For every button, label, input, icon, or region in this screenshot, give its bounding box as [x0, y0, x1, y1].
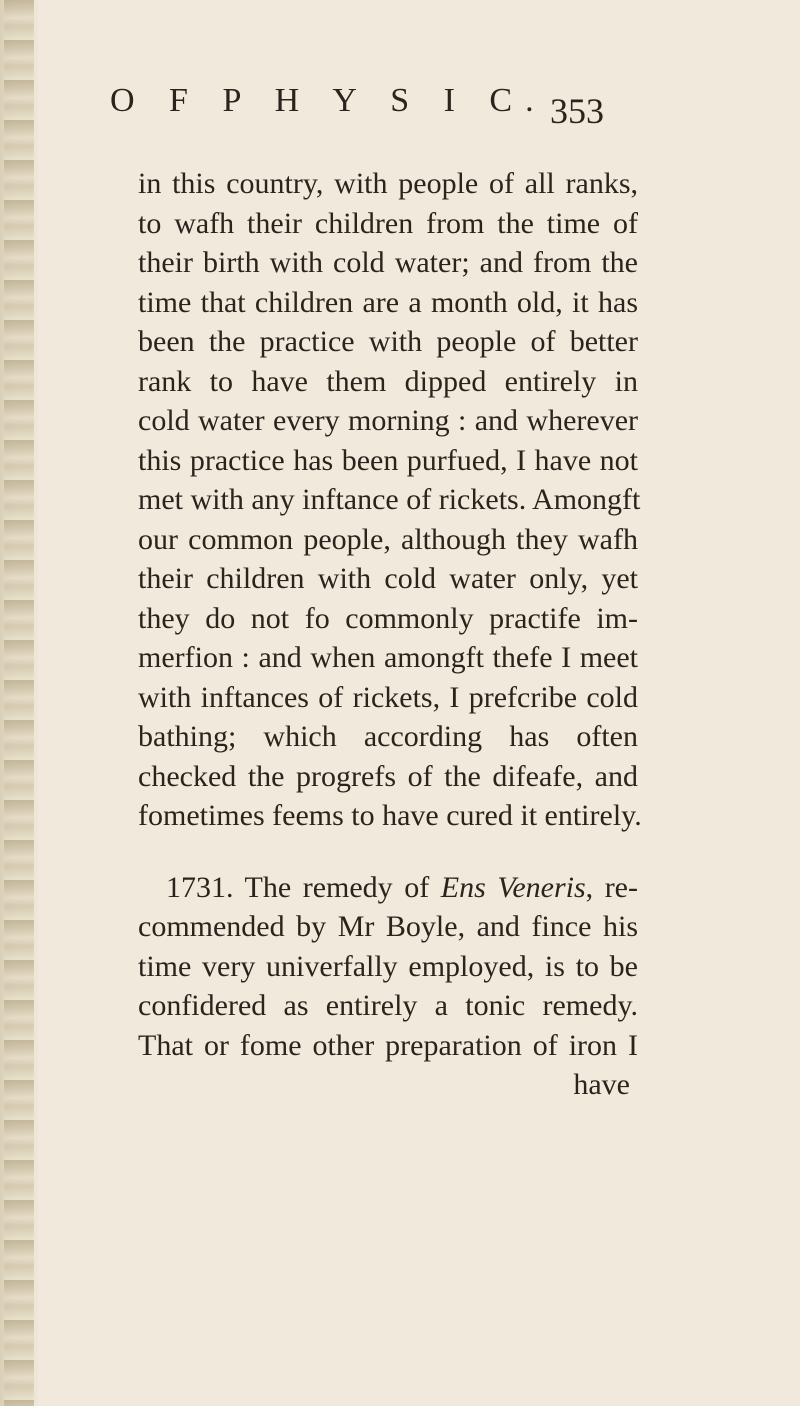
page-gutter [0, 0, 38, 1406]
text-line: this practice has been purfued, I have not [138, 443, 638, 477]
italic-term: Ens Veneris [440, 870, 586, 904]
page-number: 353 [550, 91, 604, 131]
text-run: , re- [585, 870, 638, 904]
text-line: fometimes feems to have cured it entirely. [138, 799, 642, 832]
paragraph-number: 1731. [166, 870, 234, 904]
paragraph-1 [138, 164, 642, 836]
running-head-title: O F P H Y S I C. [110, 82, 547, 119]
text-line: their birth with cold water; and from the [138, 246, 638, 279]
text-line: their children with cold water only, yet [138, 562, 638, 595]
paragraph-gap [138, 836, 638, 868]
text-line: they do not fo commonly practife im- [138, 601, 638, 635]
text-line: time very univerfally employed, is to be [138, 949, 638, 983]
text-line: time that children are a month old, it has [138, 285, 638, 319]
text-line: our common people, although they wafh [138, 522, 638, 556]
text-line: commended by Mr Boyle, and fince his [138, 910, 638, 943]
text-line: been the practice with people of better [138, 325, 638, 358]
text-line: That or fome other preparation of iron I [138, 1028, 638, 1062]
catchword: have [573, 1068, 630, 1101]
body-text [138, 164, 642, 1105]
text-line: confidered as entirely a tonic remedy. [138, 989, 638, 1022]
paragraph-first-line [138, 868, 638, 908]
text-line: bathing; which according has often [138, 720, 638, 753]
text-line: to wafh their children from the time of [138, 206, 638, 240]
text-run: The remedy of [233, 870, 441, 904]
running-head [110, 78, 630, 138]
text-line: checked the progrefs of the difeafe, and [138, 759, 638, 793]
text-line: met with any inftance of rickets. Amongft [138, 483, 641, 516]
text-line: rank to have them dipped entirely in [138, 364, 638, 398]
text-line: in this country, with people of all ranks, [138, 167, 638, 200]
text-line: with inftances of rickets, I prefcribe cold [138, 680, 638, 714]
text-line: merfion : and when amongft thefe I meet [138, 641, 638, 674]
text-line: cold water every morning : and wherever [138, 404, 638, 437]
paragraph-2 [138, 868, 638, 1105]
